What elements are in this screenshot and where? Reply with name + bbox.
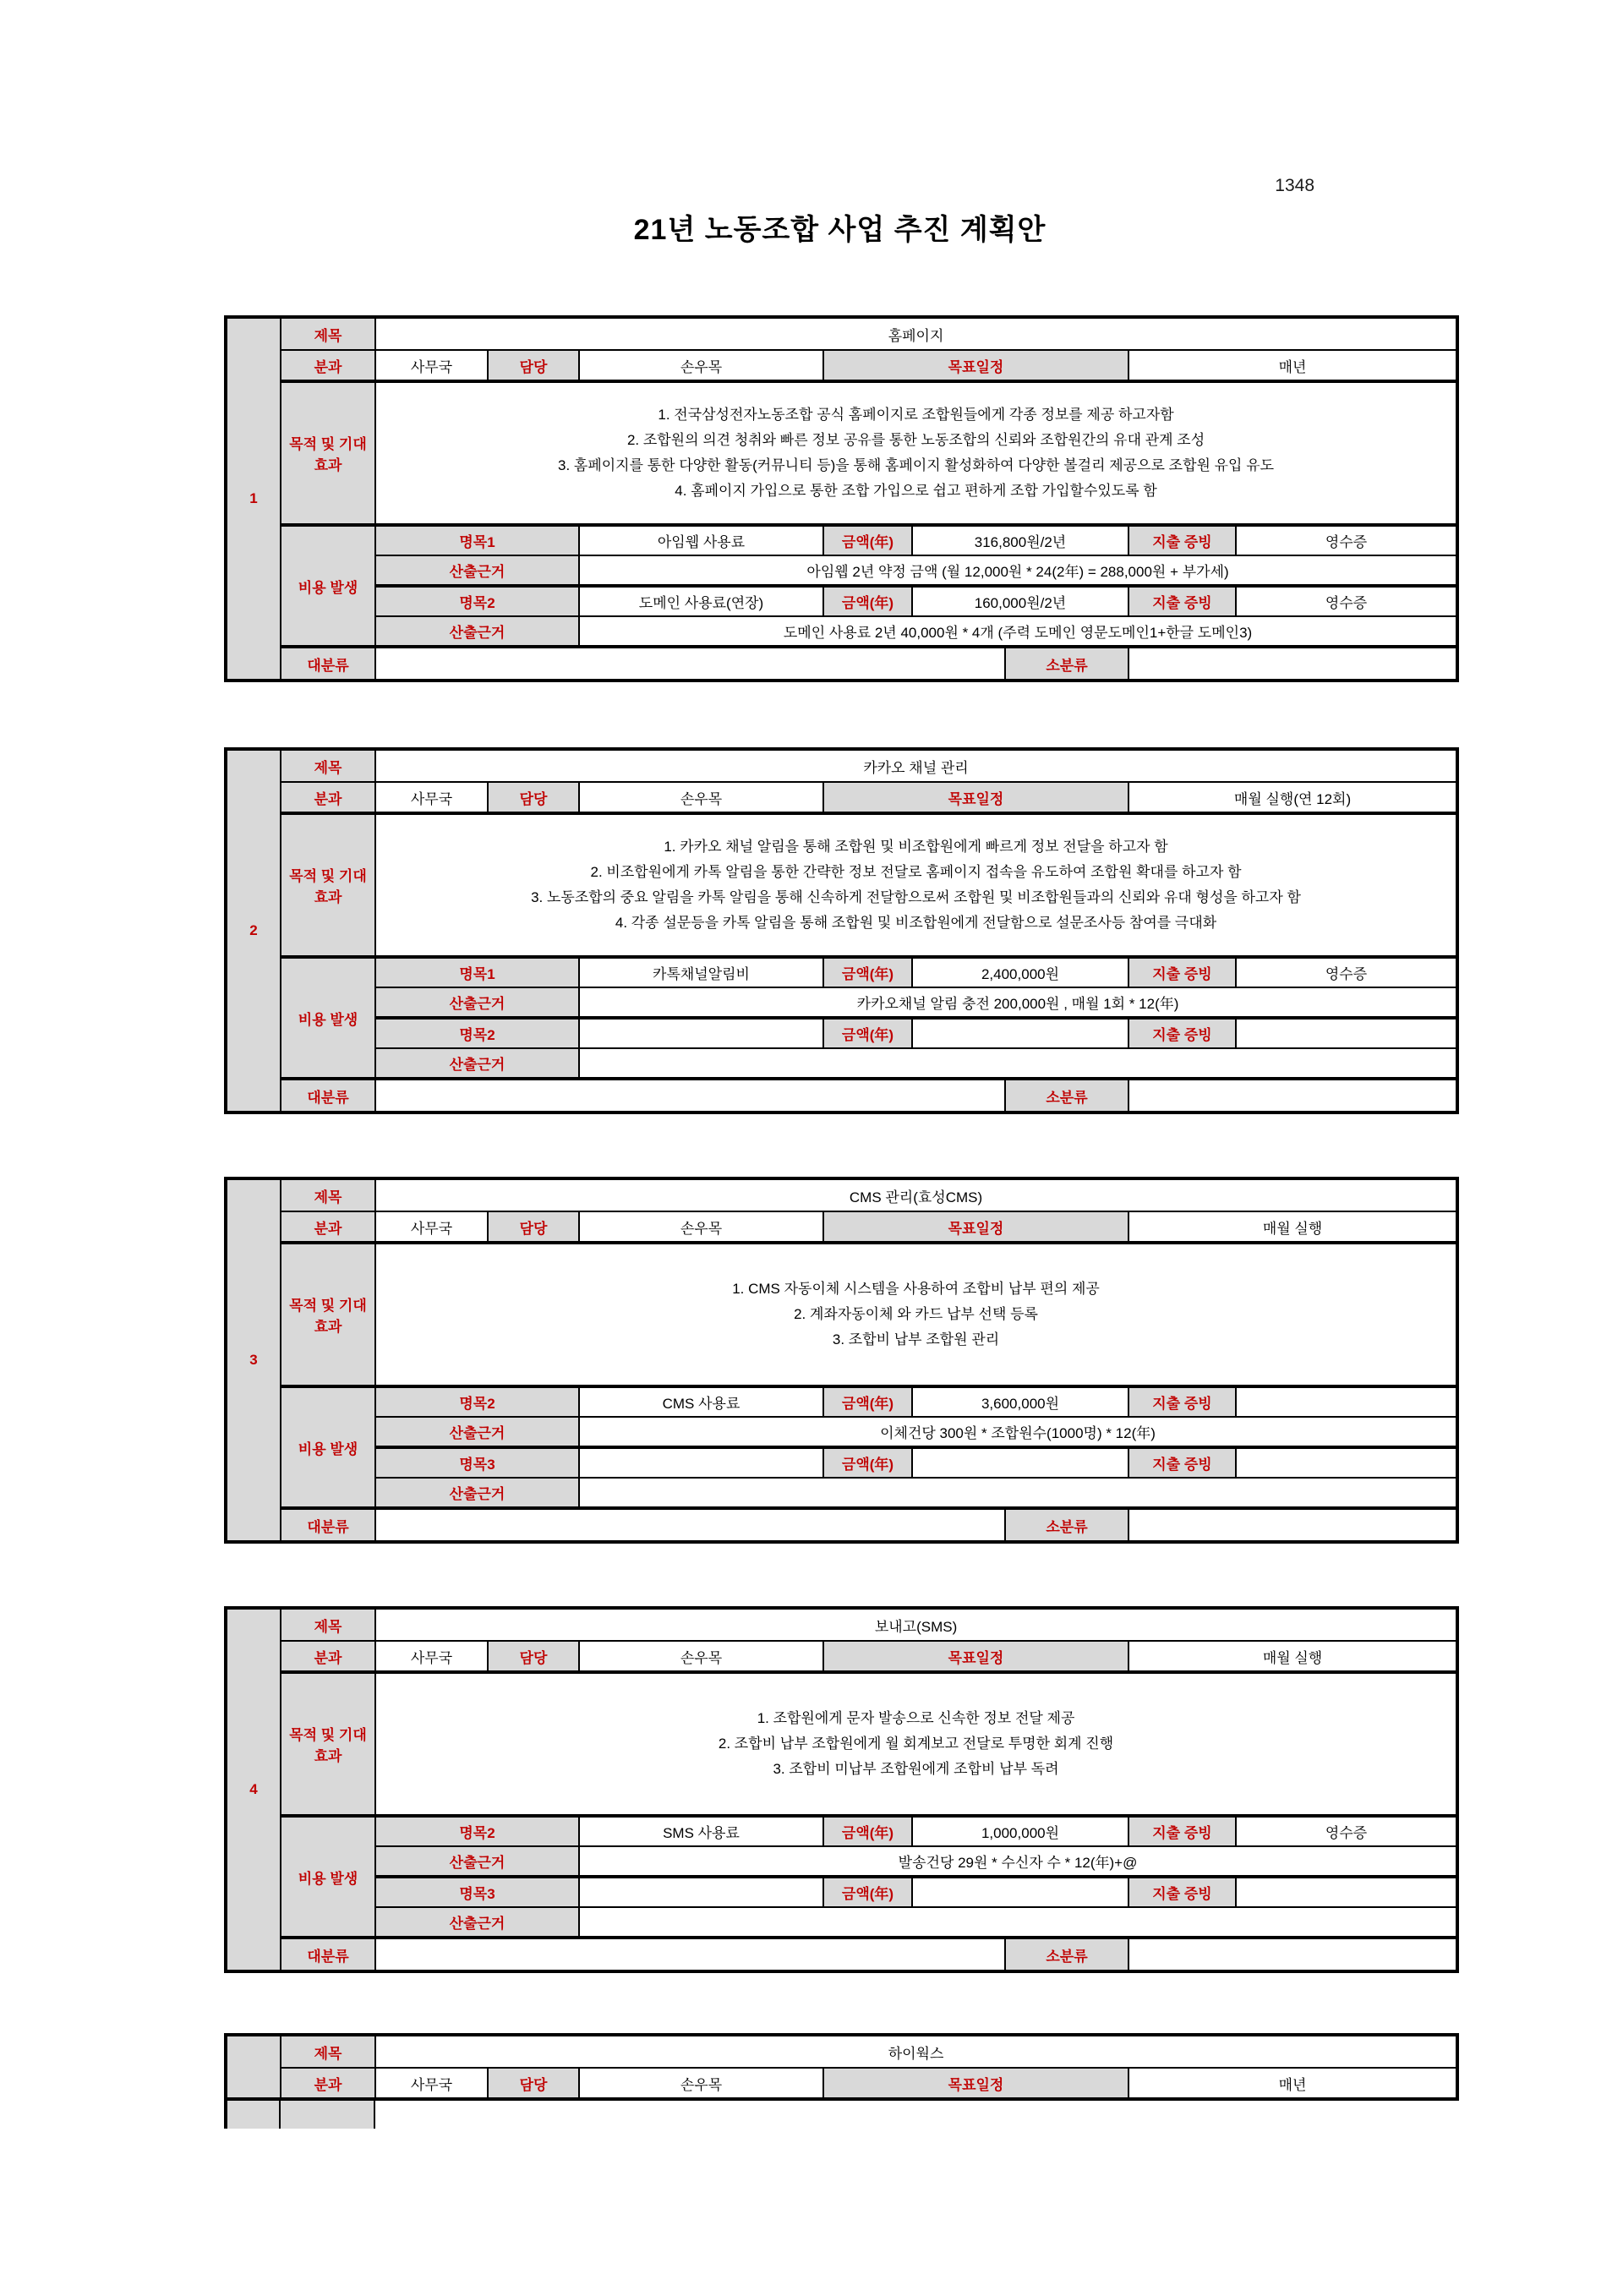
schedule-value: 매년	[1128, 2068, 1457, 2099]
manager-value: 손우목	[579, 1641, 823, 1672]
section-number: 4	[226, 1608, 281, 1971]
label-minor-category: 소분류	[1005, 647, 1128, 681]
label-calc-basis: 산출근거	[375, 616, 579, 647]
amount-value: 1,000,000원	[912, 1816, 1128, 1846]
section-title: 하이웍스	[375, 2035, 1457, 2068]
label-receipt: 지출 증빙	[1128, 1018, 1236, 1048]
label-calc-basis: 산출근거	[375, 987, 579, 1018]
section-number	[226, 2035, 281, 2099]
plan-section-5	[224, 2033, 1459, 2101]
section-title: 홈페이지	[375, 317, 1457, 350]
amount-value	[912, 1877, 1128, 1907]
label-amount: 금액(年)	[823, 525, 912, 555]
label-major-category: 대분류	[281, 647, 375, 681]
calc-basis-value: 이체건당 300원 * 조합원수(1000명) * 12(年)	[579, 1417, 1457, 1447]
plan-table	[224, 2033, 1459, 2101]
section-number: 1	[226, 317, 281, 681]
label-schedule: 목표일정	[823, 1641, 1128, 1672]
division-value: 사무국	[375, 1641, 488, 1672]
receipt-value	[1236, 1018, 1457, 1048]
division-value: 사무국	[375, 1211, 488, 1243]
plan-table	[224, 1177, 1459, 1544]
cost-item-name: CMS 사용료	[579, 1386, 823, 1417]
purpose-text	[375, 813, 1457, 957]
amount-value: 160,000원/2년	[912, 586, 1128, 616]
cost-item-label: 명목2	[375, 1816, 579, 1846]
label-cost: 비용 발생	[281, 525, 375, 647]
calc-basis-value: 도메인 사용료 2년 40,000원 * 4개 (주력 도메인 영문도메인1+한글 도메인3)	[579, 616, 1457, 647]
purpose-line: 3. 조합비 납부 조합원 관리	[832, 1331, 1000, 1348]
document-title: 21년 노동조합 사업 추진 계획안	[633, 214, 1046, 246]
cost-item-name	[579, 1447, 823, 1478]
label-manager: 담당	[488, 782, 579, 813]
minor-category-value	[1128, 1938, 1457, 1971]
label-amount: 금액(年)	[823, 1816, 912, 1846]
section-title: 보내고(SMS)	[375, 1608, 1457, 1641]
label-title: 제목	[281, 1608, 375, 1641]
label-schedule: 목표일정	[823, 1211, 1128, 1243]
purpose-text	[375, 1672, 1457, 1816]
receipt-value	[1236, 1386, 1457, 1417]
label-schedule: 목표일정	[823, 2068, 1128, 2099]
label-title: 제목	[281, 317, 375, 350]
plan-table	[224, 315, 1459, 682]
cost-item-name: 카톡채널알림비	[579, 957, 823, 987]
label-minor-category: 소분류	[1005, 1079, 1128, 1112]
division-value: 사무국	[375, 350, 488, 381]
purpose-text	[375, 1243, 1457, 1386]
label-division: 분과	[281, 350, 375, 381]
label-calc-basis: 산출근거	[375, 1417, 579, 1447]
purpose-line: 1. 조합원에게 문자 발송으로 신속한 정보 전달 제공	[757, 1710, 1075, 1726]
label-amount: 금액(年)	[823, 586, 912, 616]
section-title: 카카오 채널 관리	[375, 749, 1457, 782]
manager-value: 손우목	[579, 2068, 823, 2099]
major-category-value	[375, 647, 1005, 681]
schedule-value: 매월 실행	[1128, 1211, 1457, 1243]
cost-item-name: 아임웹 사용료	[579, 525, 823, 555]
manager-value: 손우목	[579, 782, 823, 813]
label-cost: 비용 발생	[281, 957, 375, 1079]
manager-value: 손우목	[579, 1211, 823, 1243]
purpose-line: 2. 조합원의 의견 청취와 빠른 정보 공유를 통한 노동조합의 신뢰와 조합원간의 유대 관계 조성	[626, 432, 1205, 448]
label-purpose: 목적 및 기대효과	[281, 813, 375, 957]
minor-category-value	[1128, 1508, 1457, 1542]
label-major-category: 대분류	[281, 1938, 375, 1971]
purpose-line: 2. 계좌자동이체 와 카드 납부 선택 등록	[794, 1306, 1038, 1322]
cost-item-label: 명목2	[375, 586, 579, 616]
label-division: 분과	[281, 782, 375, 813]
receipt-value: 영수증	[1236, 957, 1457, 987]
purpose-line: 3. 홈페이지를 통한 다양한 활동(커뮤니티 등)을 통해 홈페이지 활성화하여 다양한 볼걸리 제공으로 조합원 유입 유도	[558, 457, 1275, 473]
purpose-line: 1. 카카오 채널 알림을 통해 조합원 및 비조합원에게 빠르게 정보 전달을 하고자 함	[664, 839, 1168, 855]
amount-value	[912, 1447, 1128, 1478]
purpose-text	[375, 381, 1457, 525]
plan-table	[224, 1606, 1459, 1973]
label-division: 분과	[281, 1211, 375, 1243]
purpose-line: 3. 조합비 미납부 조합원에게 조합비 납부 독려	[773, 1761, 1059, 1777]
division-value: 사무국	[375, 2068, 488, 2099]
receipt-value	[1236, 1447, 1457, 1478]
label-receipt: 지출 증빙	[1128, 957, 1236, 987]
amount-value: 3,600,000원	[912, 1386, 1128, 1417]
receipt-value	[1236, 1877, 1457, 1907]
label-title: 제목	[281, 1178, 375, 1211]
amount-value	[912, 1018, 1128, 1048]
label-manager: 담당	[488, 1211, 579, 1243]
plan-section-4	[224, 1606, 1459, 1973]
label-receipt: 지출 증빙	[1128, 1386, 1236, 1417]
label-division: 분과	[281, 2068, 375, 2099]
label-title: 제목	[281, 749, 375, 782]
label-calc-basis: 산출근거	[375, 1478, 579, 1508]
label-calc-basis: 산출근거	[375, 1048, 579, 1079]
cost-item-label: 명목1	[375, 525, 579, 555]
label-receipt: 지출 증빙	[1128, 1447, 1236, 1478]
calc-basis-value: 카카오채널 알림 충전 200,000원 , 매월 1회 * 12(年)	[579, 987, 1457, 1018]
section-number-stub	[224, 2101, 281, 2129]
label-minor-category: 소분류	[1005, 1508, 1128, 1542]
label-major-category: 대분류	[281, 1079, 375, 1112]
label-purpose: 목적 및 기대효과	[281, 381, 375, 525]
receipt-value: 영수증	[1236, 525, 1457, 555]
field-label-stub	[281, 2101, 375, 2129]
label-amount: 금액(年)	[823, 1018, 912, 1048]
label-amount: 금액(年)	[823, 1447, 912, 1478]
schedule-value: 매월 실행(연 12회)	[1128, 782, 1457, 813]
plan-section-1	[224, 315, 1459, 682]
major-category-value	[375, 1079, 1005, 1112]
schedule-value: 매년	[1128, 350, 1457, 381]
label-receipt: 지출 증빙	[1128, 1877, 1236, 1907]
cost-item-name: 도메인 사용료(연장)	[579, 586, 823, 616]
cost-item-name: SMS 사용료	[579, 1816, 823, 1846]
section-title: CMS 관리(효성CMS)	[375, 1178, 1457, 1211]
plan-section-3	[224, 1177, 1459, 1544]
label-schedule: 목표일정	[823, 350, 1128, 381]
cost-item-label: 명목3	[375, 1877, 579, 1907]
major-category-value	[375, 1508, 1005, 1542]
calc-basis-value	[579, 1048, 1457, 1079]
amount-value: 2,400,000원	[912, 957, 1128, 987]
schedule-value: 매월 실행	[1128, 1641, 1457, 1672]
calc-basis-value: 아임웹 2년 약정 금액 (월 12,000원 * 24(2年) = 288,000원 + 부가세)	[579, 555, 1457, 586]
label-amount: 금액(年)	[823, 1386, 912, 1417]
label-purpose: 목적 및 기대효과	[281, 1672, 375, 1816]
section-number: 3	[226, 1178, 281, 1542]
label-cost: 비용 발생	[281, 1386, 375, 1508]
plan-table	[224, 747, 1459, 1114]
cost-item-label: 명목2	[375, 1018, 579, 1048]
purpose-line: 1. CMS 자동이체 시스템을 사용하여 조합비 납부 편의 제공	[732, 1281, 1100, 1297]
cost-item-name	[579, 1018, 823, 1048]
purpose-line: 2. 조합비 납부 조합원에게 월 회계보고 전달로 투명한 회계 진행	[718, 1736, 1114, 1752]
purpose-line: 4. 각종 설문등을 카톡 알림을 통해 조합원 및 비조합원에게 전달함으로 설문조사등 참여를 극대화	[615, 915, 1217, 931]
label-manager: 담당	[488, 2068, 579, 2099]
label-purpose: 목적 및 기대효과	[281, 1243, 375, 1386]
label-amount: 금액(年)	[823, 957, 912, 987]
minor-category-value	[1128, 647, 1457, 681]
receipt-value: 영수증	[1236, 1816, 1457, 1846]
label-receipt: 지출 증빙	[1128, 586, 1236, 616]
cost-item-name	[579, 1877, 823, 1907]
amount-value: 316,800원/2년	[912, 525, 1128, 555]
label-schedule: 목표일정	[823, 782, 1128, 813]
minor-category-value	[1128, 1079, 1457, 1112]
label-calc-basis: 산출근거	[375, 1907, 579, 1938]
label-manager: 담당	[488, 350, 579, 381]
cost-item-label: 명목2	[375, 1386, 579, 1417]
calc-basis-value	[579, 1907, 1457, 1938]
purpose-line: 4. 홈페이지 가입으로 통한 조합 가입으로 쉽고 편하게 조합 가입할수있도록 함	[675, 483, 1157, 499]
purpose-line: 1. 전국삼성전자노동조합 공식 홈페이지로 조합원들에게 각종 정보를 제공 하고자함	[658, 407, 1174, 423]
label-major-category: 대분류	[281, 1508, 375, 1542]
label-cost: 비용 발생	[281, 1816, 375, 1938]
label-division: 분과	[281, 1641, 375, 1672]
cost-item-label: 명목1	[375, 957, 579, 987]
calc-basis-value	[579, 1478, 1457, 1508]
purpose-line: 2. 비조합원에게 카톡 알림을 통한 간략한 정보 전달로 홈페이지 접속을 유도하여 조합원 확대를 하고자 함	[590, 864, 1242, 880]
page-number: 1348	[1275, 176, 1314, 195]
manager-value: 손우목	[579, 350, 823, 381]
calc-basis-value: 발송건당 29원 * 수신자 수 * 12(年)+@	[579, 1846, 1457, 1877]
label-minor-category: 소분류	[1005, 1938, 1128, 1971]
section-number: 2	[226, 749, 281, 1112]
label-calc-basis: 산출근거	[375, 555, 579, 586]
purpose-line: 3. 노동조합의 중요 알림을 카톡 알림을 통해 신속하게 전달함으로써 조합원 및 비조합원들과의 신뢰와 유대 형성을 하고자 함	[531, 889, 1301, 905]
plan-section-5-cut-rows	[224, 2101, 1456, 2129]
label-receipt: 지출 증빙	[1128, 1816, 1236, 1846]
label-receipt: 지출 증빙	[1128, 525, 1236, 555]
label-title: 제목	[281, 2035, 375, 2068]
plan-section-2	[224, 747, 1459, 1114]
division-value: 사무국	[375, 782, 488, 813]
label-amount: 금액(年)	[823, 1877, 912, 1907]
label-calc-basis: 산출근거	[375, 1846, 579, 1877]
receipt-value: 영수증	[1236, 586, 1457, 616]
major-category-value	[375, 1938, 1005, 1971]
label-manager: 담당	[488, 1641, 579, 1672]
cost-item-label: 명목3	[375, 1447, 579, 1478]
